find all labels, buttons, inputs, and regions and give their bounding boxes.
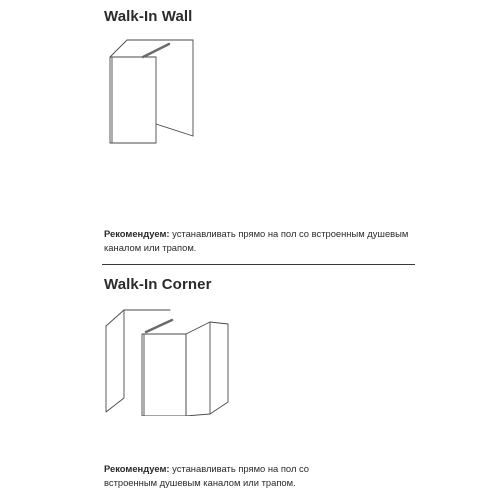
walk-in-corner-illustration (100, 306, 230, 416)
side-glass-panel-outline (186, 322, 210, 416)
walk-in-wall-illustration (100, 36, 200, 146)
section-divider (102, 264, 415, 265)
walk-in-corner-recommendation (104, 462, 354, 489)
walk-in-wall-recommendation (104, 227, 424, 254)
front-glass-panel-outline (142, 334, 186, 416)
stabilizer-bar (143, 44, 169, 57)
recommend-label: Рекомендуем: (104, 228, 170, 239)
right-wall-outline (210, 322, 228, 414)
walk-in-wall-title: Walk-In Wall (104, 8, 193, 25)
back-wall-outline (110, 40, 193, 57)
recommend-text: устанавливать прямо на пол со встроенным душевым каналом или трапом. (104, 463, 310, 488)
floor-edge (156, 124, 193, 136)
stabilizer-bar (146, 320, 172, 332)
glass-panel-outline (110, 57, 156, 143)
left-wall-outline (106, 310, 124, 412)
recommend-text: устанавливать прямо на пол со встроенным душевым каналом или трапом. (104, 228, 409, 253)
walk-in-corner-title: Walk-In Corner (104, 276, 212, 293)
recommend-label: Рекомендуем: (104, 463, 170, 474)
walk-in-corner-drawing (100, 306, 230, 416)
walk-in-wall-drawing (100, 36, 200, 146)
